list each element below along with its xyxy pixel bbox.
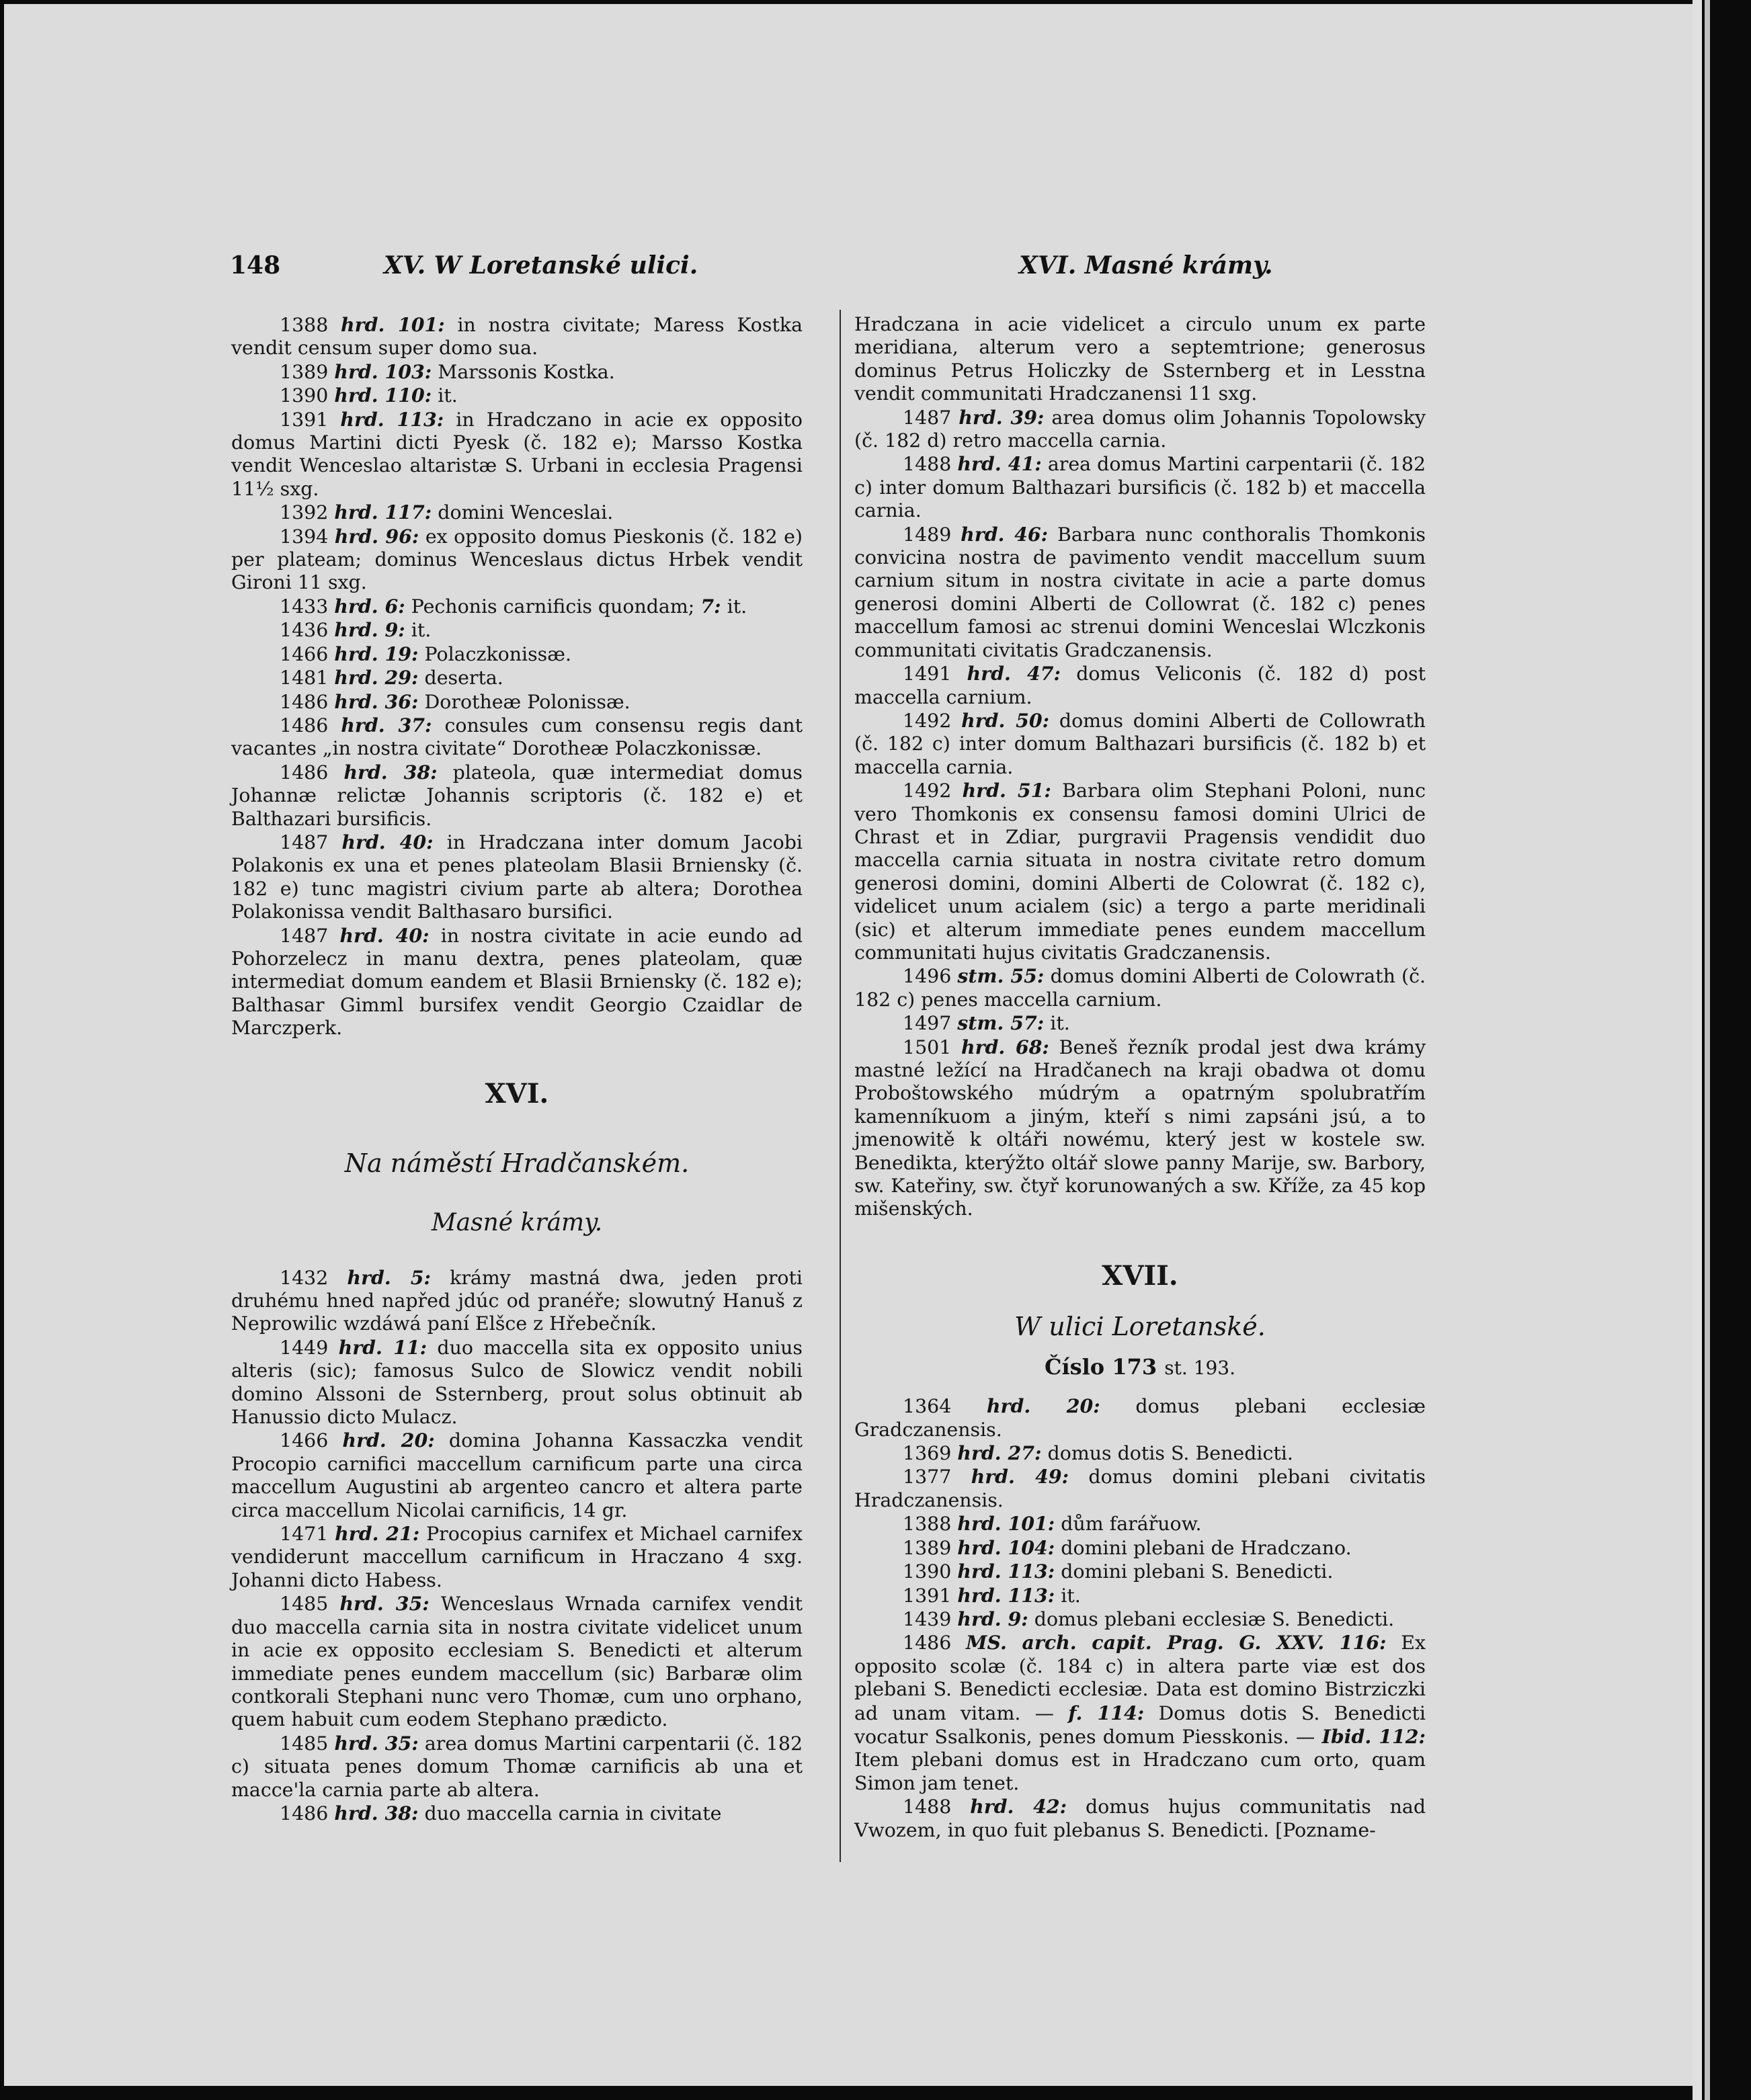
entry-text: domus plebani ecclesiæ S. Benedicti. (1034, 1607, 1395, 1630)
entry-year: 1466 (280, 1429, 329, 1452)
citation-entry (854, 1584, 1426, 1607)
entry-year: 1485 (280, 1732, 329, 1755)
entry-year: 1439 (903, 1607, 952, 1630)
entry-source: hrd. 110: (334, 384, 432, 407)
citation-entry (854, 313, 1426, 406)
entry-year: 1449 (280, 1336, 329, 1359)
entry-text: Procopius carnifex et Michael carnifex vendiderunt maccellum carnificum in Hraczano 4 sxg. Johanni dicto Habess. (231, 1523, 803, 1591)
entry-source: hrd. 68: (961, 1035, 1049, 1058)
entry-year: 1486 (903, 1632, 952, 1654)
entry-year: 1388 (903, 1513, 952, 1536)
entry-text: domus plebani ecclesiæ Gradczanensis. (854, 1395, 1426, 1441)
entry-text: Barbara olim Stephani Poloni, nunc vero Thomkonis ex consensu famosi domini Ulrici de Chrast et in Zdiar, purgravii Pragensis vendidit duo maccella carnia situata in nostra civitate retro domum generosi domini, domini Alberti de Colowrat (č. 182 c), videlicet unum acialem (sic) a tergo a parte meridinali (sic) et alterum immediate penes eundem maccellum communitati hujus civitatis Gradczanensis. (854, 780, 1426, 964)
left-entries (231, 313, 803, 1040)
entry-year: 1364 (903, 1395, 952, 1418)
entry-source: hrd. 36: (334, 689, 419, 713)
citation-entry (231, 761, 803, 831)
entry-year: 1486 (280, 1802, 329, 1824)
citation-entry (231, 595, 803, 618)
entry-year: 1389 (280, 360, 329, 383)
citation-entry (231, 1429, 803, 1522)
entry-year: 1481 (280, 667, 329, 689)
entry-text: it. (1050, 1012, 1070, 1035)
citation-entry (854, 1512, 1426, 1536)
entry-year: 1432 (280, 1266, 329, 1289)
entry-source: hrd. 47: (967, 662, 1061, 685)
entry-source: hrd. 41: (957, 452, 1042, 476)
citation-entry (854, 1795, 1426, 1842)
entry-text: area domus olim Johannis Topolowsky (č. 182 d) retro maccella carnia. (854, 406, 1426, 452)
entry-source: hrd. 20: (342, 1429, 435, 1452)
entry-source: hrd. 5: (347, 1265, 431, 1289)
entry-year: 1486 (280, 714, 329, 737)
entry-source: f. 114: (1068, 1701, 1145, 1724)
entry-source: hrd. 40: (341, 830, 434, 853)
page-number: 148 (230, 251, 281, 280)
citation-entry (231, 831, 803, 924)
entry-source: hrd. 29: (334, 666, 419, 689)
citation-entry (854, 779, 1426, 964)
entry-year: 1369 (903, 1442, 952, 1465)
citation-entry (231, 384, 803, 407)
entry-year: 1488 (903, 453, 952, 476)
citation-entry (231, 360, 803, 384)
entry-year: 1486 (280, 761, 329, 784)
entry-text: domina Johanna Kassaczka vendit Procopio carnifici maccellum carnificum parte una circa maccellum Augustini ab argenteo cancro et altera parte circa maccellum Nicolai carnificis, 14 gr. (231, 1429, 803, 1521)
citation-entry (231, 924, 803, 1040)
citation-entry (854, 1011, 1426, 1035)
citation-entry (231, 1802, 803, 1825)
entry-source: hrd. 21: (335, 1522, 420, 1546)
citation-entry (854, 452, 1426, 522)
citation-entry (231, 666, 803, 689)
entry-text: area domus Martini carpentarii (č. 182 c) inter domum Balthazari bursificis (č. 182 b) et maccella carnia. (854, 453, 1426, 522)
entry-text: domini Wenceslai. (438, 501, 614, 524)
entry-text: duo maccella carnia in civitate (424, 1802, 722, 1824)
page-edge-shadow (1705, 0, 1710, 2100)
entry-source: hrd. 9: (334, 618, 405, 642)
entry-source: hrd. 101: (341, 313, 445, 336)
entry-source: hrd. 35: (334, 1731, 419, 1755)
citation-entry (231, 1266, 803, 1336)
left-column (231, 313, 803, 1825)
citation-entry (231, 501, 803, 524)
entry-year: 1487 (903, 406, 952, 429)
entry-source: hrd. 104: (957, 1536, 1055, 1559)
entry-year: 1496 (903, 965, 952, 988)
citation-entry (231, 408, 803, 501)
entry-year: 1391 (280, 408, 329, 431)
entry-year: 1436 (280, 619, 329, 642)
entry-year: 1488 (903, 1796, 952, 1818)
book-page (4, 4, 1693, 2086)
entry-text: domus domini Alberti de Colowrath (č. 182 c) penes maccella carnium. (854, 965, 1426, 1011)
entry-text: Item plebani domus est in Hradczano cum orto, quam Simon jam tenet. (854, 1749, 1426, 1794)
entry-text: Wenceslaus Wrnada carnifex vendit duo maccella carnia sita in nostra civitate videlicet unum in acie ex opposito ecclesiam S. Benedicti et alterum immediate penes eundem maccellum (sic) Barbaræ olim contkorali Stephani nunc vero Thomæ, cum uno orphano, quem habuit cum eodem Stephano prædicto. (231, 1593, 803, 1731)
entry-year: 1491 (903, 663, 952, 685)
entry-year: 1392 (280, 501, 329, 524)
entry-text: in Hradczano in acie ex opposito domus Martini dicti Pyesk (č. 182 e); Marsso Kostka vendit Wenceslao altaristæ S. Urbani in ecclesia Pragensi 11½ sxg. (231, 408, 803, 500)
entry-text: it. (411, 619, 432, 642)
entry-text: domus domini Alberti de Collowrath (č. 182 c) inter domum Balthazari bursificis (č. 182 b) et maccella carnia. (854, 709, 1426, 778)
entry-text: duo maccella sita ex opposito unius alteris (sic); famosus Sulco de Slowicz vendit nobili domino Alssoni de Ssternberg, prout solus obtinuit ab Hanussio dicto Mulacz. (231, 1336, 803, 1429)
citation-entry (231, 1592, 803, 1731)
citation-entry (231, 714, 803, 761)
entry-text: krámy mastná dwa, jeden proti druhému hned napřed jdúc od pranéře; slowutný Hanuš z Neprowilic wzdáwá paní Elšce z Hřebečník. (231, 1266, 803, 1335)
entry-source: hrd. 49: (971, 1465, 1069, 1488)
entry-text: in Hradczana inter domum Jacobi Polakonis ex una et penes plateolam Blasii Brniensky (č. 182 e) tunc magistri civium parte ab altera; Dorothea Polakonissa vendit Balthasaro bursifici. (231, 831, 803, 923)
entry-text: dům farářuow. (1061, 1513, 1202, 1536)
entry-text: area domus Martini carpentarii (č. 182 c) situata penes domum Thomæ carnificis ab una et macce'la carnia parte ab altera. (231, 1732, 803, 1801)
entry-source: hrd. 103: (334, 360, 432, 383)
citation-entry (231, 313, 803, 360)
section-number-xvi: XVI. (485, 1077, 549, 1109)
entry-year: 1485 (280, 1593, 329, 1615)
entry-source: stm. 57: (957, 1011, 1045, 1035)
entry-text: Domus dotis S. Benedicti vocatur Ssalkonis, penes domum Piesskonis. — (854, 1702, 1426, 1748)
entry-source: hrd. 38: (343, 760, 438, 784)
entry-source: hrd. 113: (340, 407, 444, 431)
citation-entry (854, 1394, 1426, 1441)
entry-text: it. (438, 384, 458, 407)
entry-source: hrd. 27: (957, 1441, 1042, 1465)
entry-source: hrd. 35: (339, 1592, 430, 1615)
entry-year: 1486 (280, 690, 329, 713)
citation-entry (854, 523, 1426, 662)
entry-year: 1487 (280, 924, 329, 947)
entry-year: 1389 (903, 1536, 952, 1559)
entry-year: 1394 (280, 525, 329, 548)
entry-text: domini plebani de Hradczano. (1061, 1536, 1352, 1559)
entry-year: 1377 (903, 1466, 952, 1488)
entry-source: hrd. 40: (339, 923, 430, 947)
running-header-right: XVI. Masné krámy. (1019, 251, 1273, 280)
entry-text: Pechonis carnificis quondam; (411, 595, 695, 618)
entry-text: Polaczkonissæ. (424, 642, 571, 665)
citation-entry (854, 1465, 1426, 1512)
citation-entry (854, 964, 1426, 1011)
house-label: Číslo 173 (1045, 1353, 1157, 1380)
entry-text: in nostra civitate in acie eundo ad Pohorzelecz in manu dextra, penes plateolam, quæ intermediat domum eandem et Blasii Brniensky (č. 182 e); Balthasar Gimml bursifex vendit Georgio Czaidlar de Marczperk. (231, 924, 803, 1040)
entry-text: domus hujus communitatis nad Vwozem, in quo fuit plebanus S. Benedicti. [Pozname- (854, 1796, 1426, 1841)
entry-year: 1492 (903, 709, 952, 732)
entry-source: hrd. 46: (961, 522, 1049, 546)
entry-source: hrd. 113: (957, 1583, 1055, 1607)
entry-source: hrd. 117: (334, 501, 432, 524)
citation-entry (231, 618, 803, 642)
entry-source: hrd. 6: (334, 594, 405, 618)
entry-source: hrd. 51: (962, 779, 1051, 802)
citation-entry (854, 1607, 1426, 1631)
left-entries-b (231, 1266, 803, 1826)
house-suffix: st. 193. (1164, 1356, 1235, 1379)
entry-text: ex opposito domus Pieskonis (č. 182 e) per plateam; dominus Wenceslaus dictus Hrbek vendit Gironi 11 sxg. (231, 525, 803, 594)
citation-entry (854, 1560, 1426, 1583)
citation-entry (854, 1036, 1426, 1221)
right-column (854, 313, 1426, 1842)
entry-year: 1388 (280, 314, 329, 336)
entry-text: consules cum consensu regis dant vacantes „in nostra civitate“ Dorotheæ Polaczkonissæ. (231, 714, 803, 760)
entry-text: domus domini plebani civitatis Hradczanensis. (854, 1466, 1426, 1511)
citation-entry (854, 1631, 1426, 1795)
entry-year: 1390 (903, 1560, 952, 1583)
right-entries (854, 313, 1426, 1221)
entry-text: Hradczana in acie videlicet a circulo unum ex parte meridiana, alterum vero a septemtrione; generosus dominus Petrus Holiczky de Ssternberg et in Lesstna vendit communitati Hradczanensi 11 sxg. (854, 313, 1426, 405)
entry-source: hrd. 19: (334, 642, 419, 665)
entry-text: Barbara nunc conthoralis Thomkonis convicina nostra de pavimento vendit maccellum suum carnium situm in nostra civitate in acie a parte domus generosi domini Alberti de Collowrat (č. 182 c) penes maccellum famosi ac strenui domini Wenceslai Wlczkonis communitati civitatis Gradczanensis. (854, 523, 1426, 661)
entry-text: in nostra civitate; Maress Kostka vendit censum super domo sua. (231, 314, 803, 360)
citation-entry (854, 1441, 1426, 1465)
entry-source: stm. 55: (957, 964, 1045, 988)
entry-source: 7: (700, 594, 721, 618)
entry-source: hrd. 38: (334, 1801, 419, 1824)
running-header-left: XV. W Loretanské ulici. (384, 251, 698, 280)
entry-source: hrd. 9: (957, 1607, 1028, 1630)
citation-entry (231, 642, 803, 666)
entry-text: Dorotheæ Polonissæ. (424, 690, 630, 713)
entry-year: 1487 (280, 831, 329, 853)
entry-year: 1466 (280, 642, 329, 665)
entry-source: hrd. 39: (959, 405, 1045, 429)
citation-entry (231, 1522, 803, 1592)
entry-year: 1492 (903, 780, 952, 802)
entry-text: plateola, quæ intermediat domus Johannæ relictæ Johannis scriptoris (č. 182 e) et Balthazari bursificis. (231, 761, 803, 830)
house-number (854, 1355, 1426, 1380)
entry-year: 1390 (280, 384, 329, 407)
entry-text: Ex opposito scolæ (č. 184 c) in altera parte viæ est dos plebani S. Benedicti ecclesiæ. Data est domino Bistrziczki ad unam vitam. — (854, 1632, 1426, 1724)
entry-source: MS. arch. capit. Prag. G. XXV. 116: (966, 1631, 1387, 1654)
entry-year: 1489 (903, 523, 952, 546)
entry-text: Marssonis Kostka. (438, 360, 615, 383)
entry-source: hrd. 96: (334, 524, 419, 548)
page-edge (1693, 0, 1702, 2100)
entry-year: 1497 (903, 1012, 952, 1035)
entry-text: it. (727, 595, 747, 618)
citation-entry (231, 525, 803, 595)
section-number-xvii: XVII. (1102, 1259, 1178, 1292)
entry-text: domus dotis S. Benedicti. (1047, 1442, 1293, 1465)
citation-entry (231, 1732, 803, 1802)
section-title-xvi: Na náměstí Hradčanském. (344, 1148, 690, 1178)
entry-text: domus Veliconis (č. 182 d) post maccella carnium. (854, 663, 1426, 708)
entry-source: hrd. 37: (341, 713, 432, 737)
column-divider (840, 310, 841, 1862)
citation-entry (231, 1336, 803, 1429)
citation-entry (231, 690, 803, 714)
section-title-xvii: W ulici Loretanské. (1014, 1311, 1266, 1341)
section-subtitle-xvi: Masné krámy. (431, 1208, 603, 1236)
entry-text: deserta. (424, 667, 503, 689)
right-entries-b (854, 1394, 1426, 1842)
entry-text: it. (1061, 1584, 1081, 1607)
entry-source: hrd. 101: (957, 1512, 1055, 1536)
entry-text: domini plebani S. Benedicti. (1061, 1560, 1334, 1583)
entry-text: Beneš řezník prodal jest dwa krámy mastné ležící na Hradčanech na kraji obadwa ot domu Proboštowského múdrým a opatrným spolubratřím kamenníkuom a jiným, kteří s nimi zapsáni jsú, a to jmenowitě k oltáři nowému, který jest w kostele sw. Benedikta, kterýžto oltář slowe panny Marije, sw. Barbory, sw. Kateřiny, sw. čtyř korunowaných a sw. Kříže, za 45 kop mišenských. (854, 1036, 1426, 1220)
citation-entry (854, 662, 1426, 709)
entry-source: Ibid. 112: (1321, 1724, 1426, 1748)
citation-entry (854, 709, 1426, 779)
entry-year: 1501 (903, 1036, 952, 1058)
entry-year: 1391 (903, 1584, 952, 1607)
entry-source: hrd. 50: (961, 708, 1050, 732)
entry-source: hrd. 20: (986, 1394, 1100, 1418)
citation-entry (854, 1536, 1426, 1560)
entry-source: hrd. 11: (338, 1335, 427, 1359)
entry-year: 1433 (280, 595, 329, 618)
citation-entry (854, 406, 1426, 453)
entry-year: 1471 (280, 1523, 329, 1546)
entry-source: hrd. 42: (970, 1795, 1067, 1818)
entry-source: hrd. 113: (957, 1560, 1055, 1583)
